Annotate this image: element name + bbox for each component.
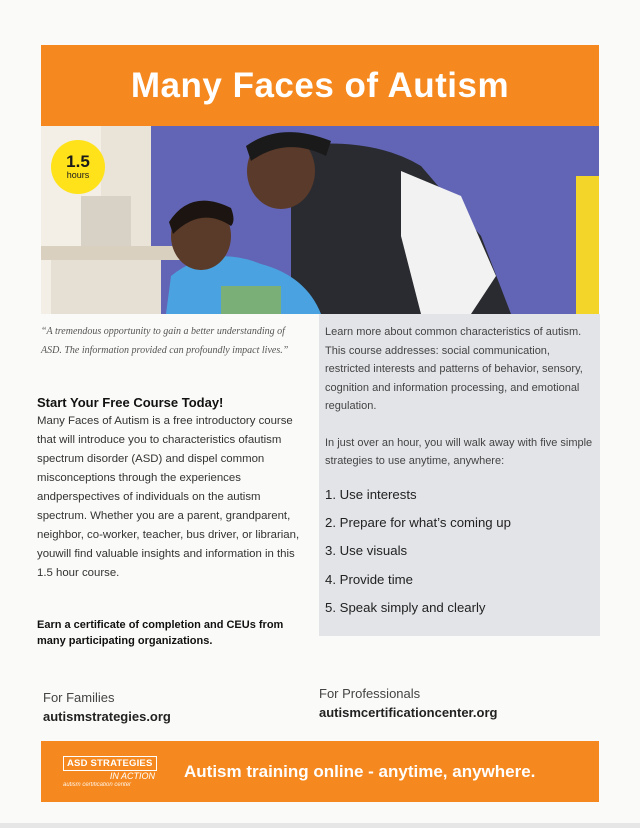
course-photo (41, 126, 599, 314)
strategy-item: 5. Speak simply and clearly (325, 600, 486, 616)
intro-section (37, 394, 307, 583)
flyer-title: Many Faces of Autism (41, 45, 599, 126)
duration-number: 1.5 (66, 152, 90, 171)
strategy-item: 1. Use interests (325, 486, 417, 502)
duration-unit: hours (66, 170, 90, 180)
professionals-contact (319, 684, 497, 722)
strategies-list (325, 481, 593, 623)
photo-illustration (41, 126, 599, 314)
professionals-link[interactable]: autismcertificationcenter.org (319, 705, 498, 720)
bottom-edge (0, 823, 640, 828)
asd-strategies-logo (63, 753, 159, 787)
families-label: For Families (43, 690, 115, 705)
professionals-label: For Professionals (319, 686, 421, 701)
footer-banner (41, 741, 599, 802)
intro-heading: Start Your Free Course Today! (37, 395, 224, 410)
families-contact (43, 688, 171, 726)
details-paragraph-2: In just over an hour, you will walk away with five simple strategies to use anytime, anywhere: (325, 436, 593, 467)
strategy-item: 2. Prepare for what’s coming up (325, 514, 511, 530)
intro-body: Many Faces of Autism is a free introductory course that will introduce you to characteristics ofautism spectrum disorder (ASD) and dispel common misconceptions through the experiences andperspectives of individuals on the autism spectrum. Whether you are a parent, grandparent, neighbor, co-worker, teacher, bus driver, or librarian, youwill find valuable insights and information in this 1.5 hour course. (37, 415, 300, 579)
certificate-note: Earn a certificate of completion and CEUs from many participating organizations. (37, 619, 284, 647)
details-paragraph-1: Learn more about common characteristics of autism. This course addresses: social communication, restricted interests and patterns of behavior, sensory, cognition and information processing, and emotional regulation. (325, 326, 583, 412)
details-panel (319, 314, 600, 636)
logo-caption: autism certification center (63, 782, 132, 788)
testimonial-quote: “A tremendous opportunity to gain a better understanding of ASD. The information provided can profoundly impact lives.” (41, 326, 289, 356)
strategy-item: 4. Provide time (325, 571, 413, 587)
strategy-item: 3. Use visuals (325, 543, 408, 559)
footer-tagline: Autism training online - anytime, anywhere. (184, 761, 536, 781)
duration-badge (51, 140, 105, 194)
logo-subtitle: IN ACTION (109, 771, 155, 781)
families-link[interactable]: autismstrategies.org (43, 709, 171, 724)
logo-title: ASD STRATEGIES (63, 756, 157, 771)
